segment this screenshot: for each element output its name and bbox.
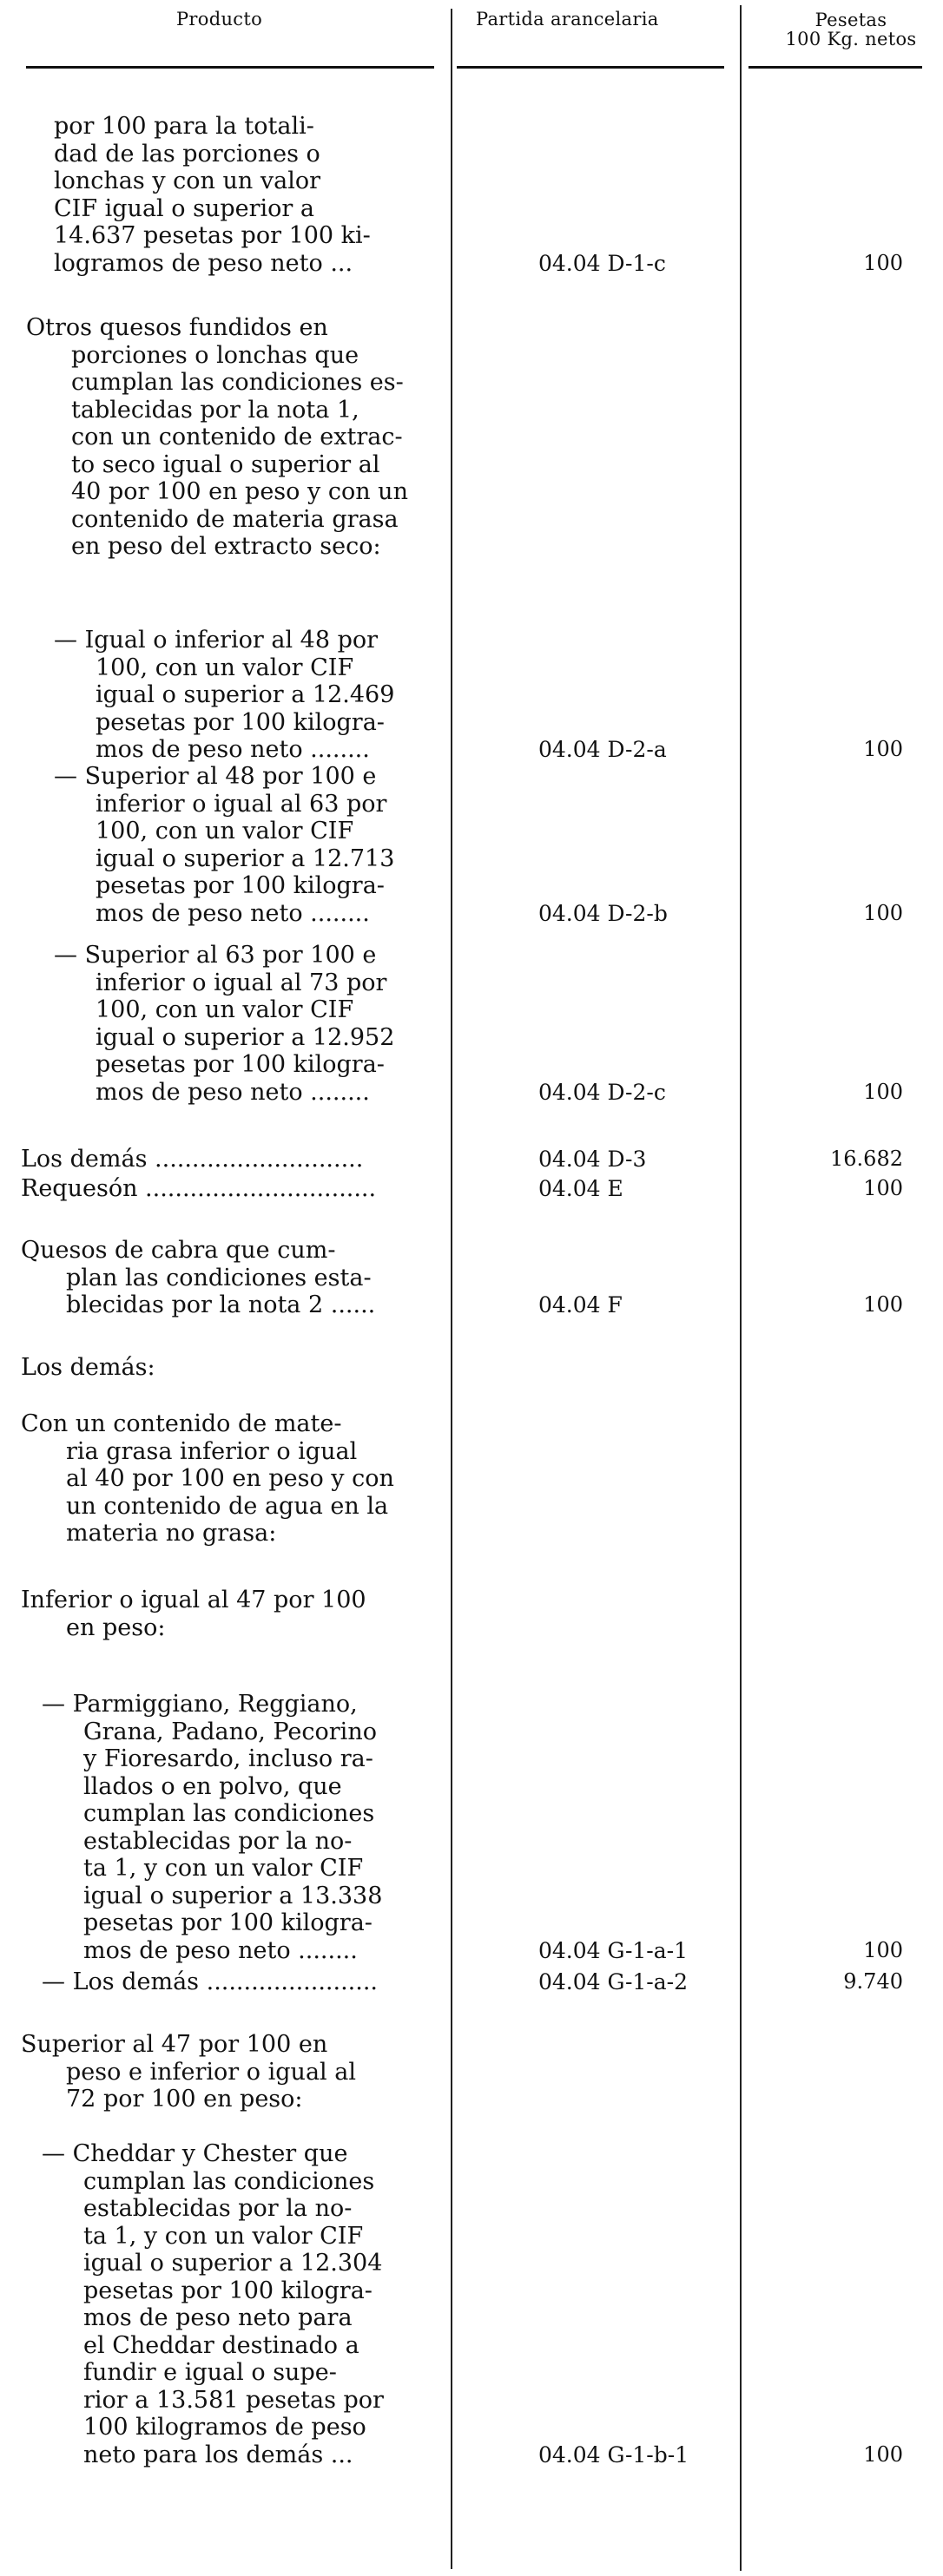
- description-line: 72 por 100 en peso:: [66, 2086, 303, 2113]
- description-line: igual o superior a 12.469: [96, 681, 395, 708]
- pesetas-value: 100: [863, 2441, 903, 2467]
- description-line: peso e inferior o igual al: [66, 2058, 356, 2086]
- description-line: fundir e igual o supe-: [83, 2359, 337, 2386]
- description-line: pesetas por 100 kilogra-: [96, 872, 385, 899]
- description-line: un contenido de agua en la: [66, 1492, 389, 1520]
- description-line: Los demás ............................: [21, 1146, 364, 1173]
- pesetas-value: 9.740: [843, 1969, 903, 1994]
- description-line: — Igual o inferior al 48 por: [54, 627, 379, 654]
- description-line: Superior al 47 por 100 en: [21, 2031, 328, 2058]
- product-description: [21, 1237, 436, 1319]
- description-line: 100, con un valor CIF: [96, 996, 354, 1023]
- description-line: cumplan las condiciones es-: [71, 369, 404, 396]
- tariff-code: 04.04 F: [538, 1292, 623, 1318]
- description-line: to seco igual o superior al: [71, 450, 380, 478]
- description-line: Requesón ...............................: [21, 1175, 377, 1202]
- tariff-code: 04.04 D-2-b: [538, 900, 668, 926]
- description-line: Otros quesos fundidos en: [26, 314, 328, 341]
- description-line: llados o en polvo, que: [83, 1772, 342, 1800]
- description-line: cumplan las condiciones: [83, 2167, 375, 2195]
- description-line: inferior o igual al 63 por: [96, 790, 387, 818]
- tariff-code: 04.04 D-2-a: [538, 737, 667, 762]
- column-header-pesetas-line1: Pesetas: [814, 10, 887, 30]
- description-line: Grana, Padano, Pecorino: [83, 1718, 377, 1745]
- description-line: mos de peso neto para: [83, 2304, 353, 2331]
- product-description: [21, 2031, 436, 2113]
- description-line: neto para los demás ...: [83, 2441, 353, 2468]
- tariff-code: 04.04 G-1-a-1: [538, 1937, 689, 1963]
- description-line: establecidas por la no-: [83, 2195, 353, 2222]
- header-rule-pesetas: [748, 66, 922, 69]
- description-line: el Cheddar destinado a: [83, 2331, 359, 2359]
- description-line: 14.637 pesetas por 100 ki-: [54, 222, 371, 249]
- column-header-producto: Producto: [176, 9, 263, 30]
- product-description: [21, 1146, 436, 1173]
- product-description: [21, 1175, 436, 1203]
- description-line: inferior o igual al 73 por: [96, 969, 387, 996]
- header-rule-producto: [26, 66, 434, 69]
- product-description: [42, 2140, 436, 2468]
- description-line: al 40 por 100 en peso y con: [66, 1465, 394, 1492]
- description-line: ta 1, y con un valor CIF: [83, 2222, 364, 2250]
- description-line: — Superior al 48 por 100 e: [54, 763, 377, 790]
- description-line: contenido de materia grasa: [71, 505, 399, 533]
- description-line: igual o superior a 12.713: [96, 844, 395, 872]
- column-header-pesetas-line2: 100 Kg. netos: [785, 29, 917, 49]
- description-line: — Superior al 63 por 100 e: [54, 942, 377, 969]
- description-line: 100, con un valor CIF: [96, 818, 354, 844]
- description-line: — Los demás .......................: [42, 1968, 379, 1995]
- product-description: [54, 763, 436, 927]
- tariff-code: 04.04 G-1-b-1: [538, 2441, 689, 2468]
- description-line: igual o superior a 12.304: [83, 2250, 383, 2277]
- description-line: — Parmiggiano, Reggiano,: [42, 1691, 358, 1718]
- description-line: tablecidas por la nota 1,: [71, 396, 359, 424]
- description-line: igual o superior a 12.952: [96, 1023, 395, 1051]
- tariff-code: 04.04 D-2-c: [538, 1079, 666, 1105]
- description-line: Quesos de cabra que cum-: [21, 1237, 336, 1264]
- tariff-code: 04.04 D-3: [538, 1147, 647, 1172]
- description-line: pesetas por 100 kilogra-: [83, 2277, 373, 2304]
- description-line: pesetas por 100 kilogra-: [96, 708, 385, 736]
- column-header-pesetas: [764, 10, 938, 49]
- description-line: mos de peso neto ........: [83, 1936, 358, 1964]
- description-line: lonchas y con un valor: [54, 168, 321, 194]
- description-line: Con un contenido de mate-: [21, 1410, 342, 1437]
- description-line: logramos de peso neto ...: [54, 249, 353, 277]
- tariff-code: 04.04 G-1-a-2: [538, 1969, 689, 1994]
- pesetas-value: 100: [863, 1292, 903, 1317]
- description-line: por 100 para la totali-: [54, 113, 314, 140]
- product-description: [54, 113, 436, 277]
- description-line: ta 1, y con un valor CIF: [83, 1855, 364, 1882]
- product-description: [42, 1968, 436, 1996]
- description-line: dad de las porciones o: [54, 140, 320, 168]
- product-description: [26, 314, 436, 561]
- description-line: Inferior o igual al 47 por 100: [21, 1587, 366, 1613]
- description-line: 100 kilogramos de peso: [83, 2414, 366, 2441]
- pesetas-value: 100: [863, 250, 903, 275]
- column-header-partida: Partida arancelaria: [476, 9, 659, 30]
- description-line: en peso:: [66, 1613, 166, 1641]
- description-line: ria grasa inferior o igual: [66, 1437, 358, 1465]
- description-line: mos de peso neto ........: [96, 899, 370, 927]
- header-rule-partida: [457, 66, 724, 69]
- description-line: y Fioresardo, incluso ra-: [83, 1745, 373, 1772]
- description-line: mos de peso neto ........: [96, 736, 370, 763]
- description-line: igual o superior a 13.338: [83, 1882, 383, 1909]
- pesetas-value: 100: [863, 1937, 903, 1962]
- description-line: materia no grasa:: [66, 1520, 277, 1547]
- description-line: rior a 13.581 pesetas por: [83, 2386, 384, 2414]
- description-line: establecidas por la no-: [83, 1827, 353, 1855]
- product-description: [21, 1587, 436, 1641]
- product-description: [21, 1410, 436, 1548]
- description-line: CIF igual o superior a: [54, 194, 314, 222]
- description-line: en peso del extracto seco:: [71, 533, 381, 560]
- product-description: [54, 942, 436, 1106]
- description-line: con un contenido de extrac-: [71, 424, 403, 450]
- description-line: pesetas por 100 kilogra-: [96, 1051, 385, 1078]
- column-divider-1: [451, 9, 452, 2569]
- description-line: 100, con un valor CIF: [96, 654, 354, 681]
- description-line: plan las condiciones esta-: [66, 1264, 372, 1291]
- pesetas-value: 100: [863, 1176, 903, 1200]
- column-divider-2: [740, 5, 742, 2571]
- pesetas-value: 16.682: [830, 1147, 903, 1171]
- pesetas-value: 100: [863, 900, 903, 925]
- description-line: cumplan las condiciones: [83, 1800, 375, 1827]
- tariff-code: 04.04 D-1-c: [538, 250, 666, 276]
- tariff-code: 04.04 E: [538, 1176, 623, 1201]
- pesetas-value: 100: [863, 1079, 903, 1104]
- pesetas-value: 100: [863, 737, 903, 761]
- product-description: [42, 1691, 436, 1964]
- description-line: 40 por 100 en peso y con un: [71, 478, 408, 505]
- product-description: [21, 1354, 436, 1382]
- description-line: blecidas por la nota 2 ......: [66, 1291, 376, 1318]
- description-line: — Cheddar y Chester que: [42, 2140, 348, 2167]
- description-line: Los demás:: [21, 1354, 155, 1381]
- description-line: mos de peso neto ........: [96, 1078, 370, 1106]
- product-description: [54, 627, 436, 764]
- description-line: pesetas por 100 kilogra-: [83, 1909, 373, 1936]
- description-line: porciones o lonchas que: [71, 341, 359, 369]
